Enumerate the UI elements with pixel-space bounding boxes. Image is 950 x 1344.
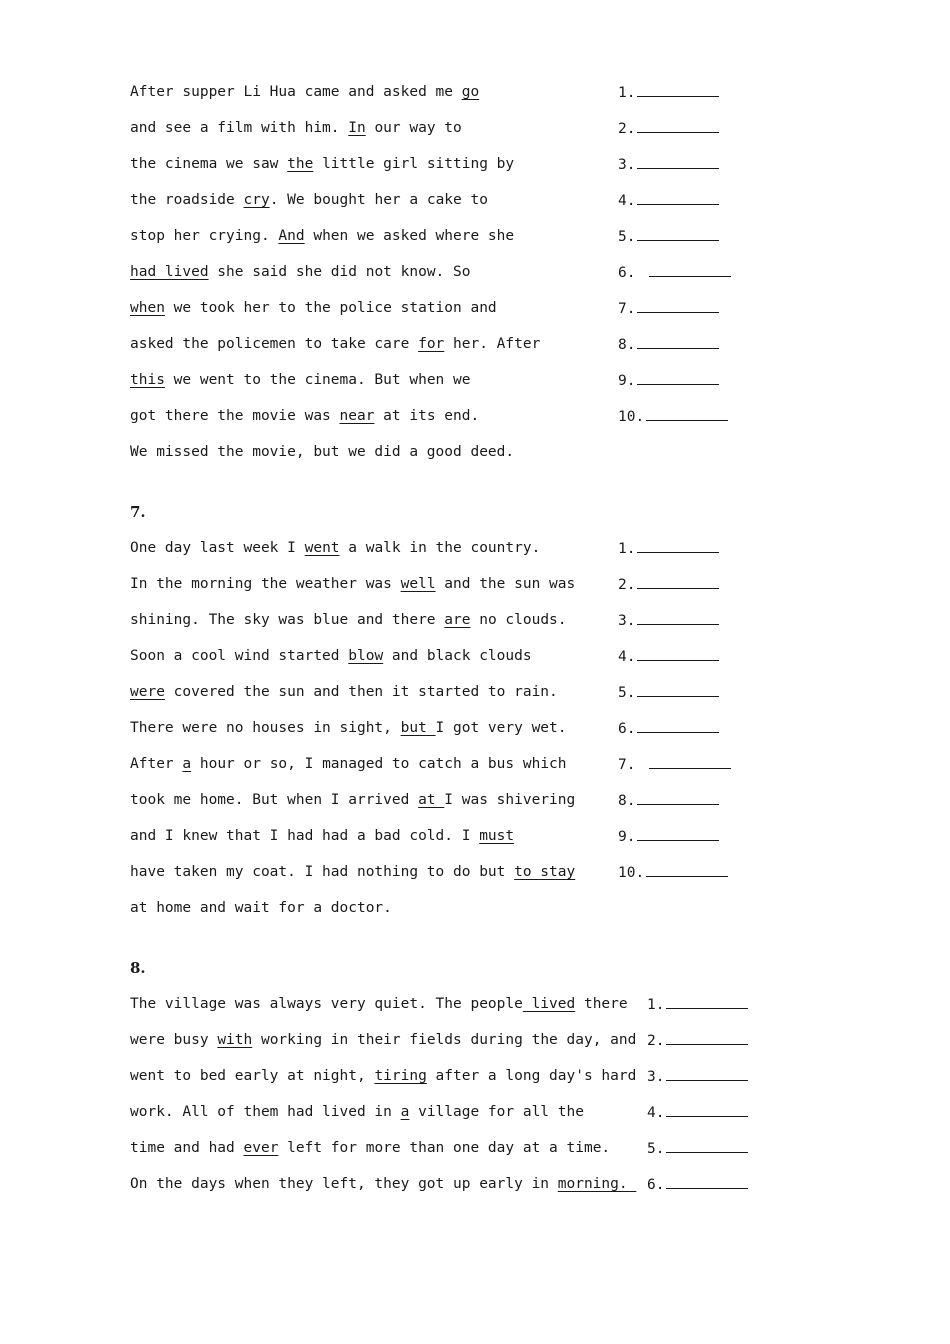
underlined-word: ever	[243, 1140, 279, 1156]
exercise-7-heading: 7.	[130, 503, 146, 521]
passage-line: On the days when they left, they got up early in morning.	[130, 1176, 637, 1192]
passage-line: the cinema we saw the little girl sitting by	[130, 156, 515, 172]
underlined-word: went	[304, 540, 340, 556]
answer-blank[interactable]	[618, 332, 719, 356]
underlined-word: were	[130, 684, 165, 700]
answer-line[interactable]	[637, 152, 719, 169]
passage-line: at home and wait for a doctor.	[130, 900, 392, 916]
answer-blank[interactable]	[618, 224, 719, 248]
answer-number: 7.	[618, 757, 636, 773]
answer-line[interactable]	[649, 752, 731, 769]
answer-number: 4.	[647, 1105, 665, 1121]
underlined-word: the	[287, 156, 314, 172]
answer-number: 3.	[618, 613, 636, 629]
passage-line: We missed the movie, but we did a good deed.	[130, 444, 515, 460]
answer-blank[interactable]	[618, 296, 719, 320]
answer-line[interactable]	[666, 1172, 748, 1189]
underlined-word: for	[418, 336, 445, 352]
answer-number: 5.	[647, 1141, 665, 1157]
answer-number: 7.	[618, 301, 636, 317]
answer-blank[interactable]	[618, 116, 719, 140]
answer-number: 4.	[618, 649, 636, 665]
answer-blank[interactable]	[618, 860, 728, 884]
passage-line: After a hour or so, I managed to catch a bus which	[130, 756, 567, 772]
answer-blank[interactable]	[618, 608, 719, 632]
answer-line[interactable]	[637, 188, 719, 205]
underlined-word: but	[400, 720, 436, 736]
answer-blank[interactable]	[618, 752, 731, 776]
underlined-word: when	[130, 300, 165, 316]
answer-line[interactable]	[666, 1028, 748, 1045]
answer-blank[interactable]	[647, 1136, 748, 1160]
answer-line[interactable]	[646, 404, 728, 421]
answer-blank[interactable]	[647, 1028, 748, 1052]
passage-line: work. All of them had lived in a village for all the	[130, 1104, 584, 1120]
answer-line[interactable]	[637, 296, 719, 313]
passage-line: One day last week I went a walk in the country.	[130, 540, 541, 556]
answer-blank[interactable]	[618, 680, 719, 704]
answer-number: 2.	[618, 121, 636, 137]
passage-line: time and had ever left for more than one day at a time.	[130, 1140, 611, 1156]
answer-blank[interactable]	[618, 536, 719, 560]
answer-blank[interactable]	[618, 188, 719, 212]
answer-blank[interactable]	[618, 644, 719, 668]
answer-line[interactable]	[637, 80, 719, 97]
answer-blank[interactable]	[618, 572, 719, 596]
passage-line: got there the movie was near at its end.	[130, 408, 480, 424]
answer-number: 3.	[647, 1069, 665, 1085]
answer-blank[interactable]	[618, 404, 728, 428]
answer-line[interactable]	[637, 224, 719, 241]
passage-line: this we went to the cinema. But when we	[130, 372, 471, 388]
answer-number: 5.	[618, 229, 636, 245]
answer-number: 2.	[618, 577, 636, 593]
answer-line[interactable]	[637, 788, 719, 805]
answer-number: 10.	[618, 409, 645, 425]
passage-line: and see a film with him. In our way to	[130, 120, 462, 136]
answer-blank[interactable]	[647, 992, 748, 1016]
passage-line: After supper Li Hua came and asked me go	[130, 84, 480, 100]
underlined-word: go	[461, 84, 480, 100]
underlined-word: lived	[522, 996, 576, 1012]
underlined-word: with	[217, 1032, 253, 1048]
answer-line[interactable]	[637, 680, 719, 697]
answer-blank[interactable]	[618, 716, 719, 740]
answer-line[interactable]	[637, 332, 719, 349]
answer-line[interactable]	[637, 368, 719, 385]
answer-line[interactable]	[637, 716, 719, 733]
answer-blank[interactable]	[647, 1064, 748, 1088]
passage-line: and I knew that I had had a bad cold. I must	[130, 828, 515, 844]
answer-blank[interactable]	[618, 80, 719, 104]
underlined-word: And	[278, 228, 305, 244]
answer-number: 3.	[618, 157, 636, 173]
answer-line[interactable]	[666, 1064, 748, 1081]
passage-line: had lived she said she did not know. So	[130, 264, 471, 280]
answer-blank[interactable]	[618, 152, 719, 176]
passage-line: shining. The sky was blue and there are no clouds.	[130, 612, 567, 628]
answer-line[interactable]	[637, 644, 719, 661]
underlined-word: In	[348, 120, 366, 136]
answer-line[interactable]	[637, 116, 719, 133]
passage-line: have taken my coat. I had nothing to do but to stay	[130, 864, 576, 880]
passage-line: There were no houses in sight, but I got very wet.	[130, 720, 567, 736]
answer-line[interactable]	[637, 608, 719, 625]
passage-line: The village was always very quiet. The people lived there	[130, 996, 628, 1012]
underlined-word: this	[130, 372, 165, 388]
answer-number: 1.	[618, 541, 636, 557]
underlined-word: are	[444, 612, 471, 628]
underlined-word: a	[182, 756, 192, 772]
passage-line: stop her crying. And when we asked where she	[130, 228, 515, 244]
passage-line: when we took her to the police station and	[130, 300, 497, 316]
answer-number: 4.	[618, 193, 636, 209]
answer-blank[interactable]	[647, 1100, 748, 1124]
answer-number: 1.	[647, 997, 665, 1013]
answer-line[interactable]	[666, 1100, 748, 1117]
answer-number: 6.	[618, 265, 636, 281]
answer-line[interactable]	[666, 1136, 748, 1153]
answer-number: 10.	[618, 865, 645, 881]
answer-number: 9.	[618, 829, 636, 845]
answer-blank[interactable]	[618, 368, 719, 392]
answer-number: 6.	[647, 1177, 665, 1193]
answer-line[interactable]	[666, 992, 748, 1009]
answer-number: 5.	[618, 685, 636, 701]
passage-line: Soon a cool wind started blow and black clouds	[130, 648, 532, 664]
answer-blank[interactable]	[618, 260, 731, 284]
underlined-word: near	[339, 408, 375, 424]
passage-line: the roadside cry. We bought her a cake to	[130, 192, 488, 208]
passage-line: asked the policemen to take care for her. After	[130, 336, 541, 352]
underlined-word: had lived	[130, 264, 209, 280]
underlined-word: well	[400, 576, 436, 592]
underlined-word: blow	[348, 648, 384, 664]
answer-line[interactable]	[649, 260, 731, 277]
passage-line: were covered the sun and then it started to rain.	[130, 684, 558, 700]
underlined-word: tiring	[374, 1068, 427, 1084]
answer-line[interactable]	[637, 824, 719, 841]
underlined-word: cry	[243, 192, 270, 208]
answer-blank[interactable]	[618, 788, 719, 812]
exercise-8-heading: 8.	[130, 959, 146, 977]
answer-number: 2.	[647, 1033, 665, 1049]
answer-line[interactable]	[637, 572, 719, 589]
answer-blank[interactable]	[618, 824, 719, 848]
underlined-word: a	[400, 1104, 410, 1120]
answer-blank[interactable]	[647, 1172, 748, 1196]
answer-number: 9.	[618, 373, 636, 389]
underlined-word: at	[418, 792, 445, 808]
passage-line: took me home. But when I arrived at I was shivering	[130, 792, 576, 808]
passage-line: were busy with working in their fields during the day, and	[130, 1032, 637, 1048]
answer-line[interactable]	[637, 536, 719, 553]
answer-number: 8.	[618, 337, 636, 353]
answer-line[interactable]	[646, 860, 728, 877]
answer-number: 1.	[618, 85, 636, 101]
answer-number: 6.	[618, 721, 636, 737]
underlined-word: must	[479, 828, 515, 844]
answer-number: 8.	[618, 793, 636, 809]
passage-line: In the morning the weather was well and the sun was	[130, 576, 576, 592]
underlined-word: to stay	[514, 864, 576, 880]
passage-line: went to bed early at night, tiring after a long day's hard	[130, 1068, 637, 1084]
underlined-word: morning.	[557, 1176, 637, 1192]
